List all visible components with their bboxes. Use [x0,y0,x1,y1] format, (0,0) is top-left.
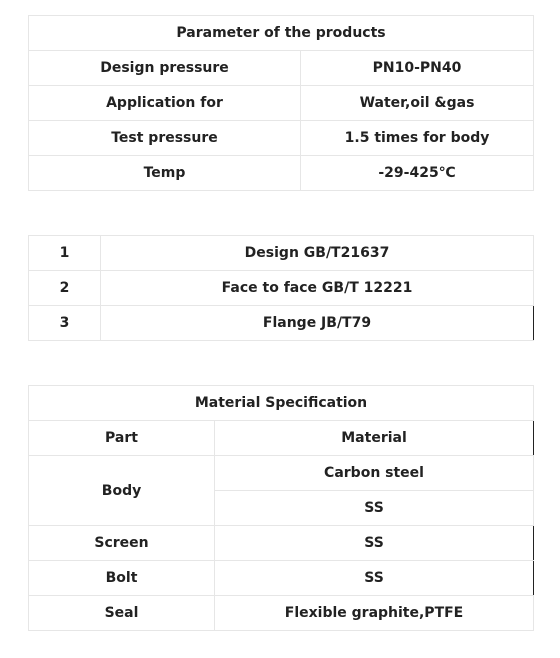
part-name: Bolt [29,561,215,596]
param-value: PN10-PN40 [301,51,534,86]
parameter-table [28,15,534,191]
material-header-material: Material [215,421,534,456]
part-name: Screen [29,526,215,561]
table-row [29,561,534,596]
table-row [29,386,534,421]
parameter-table-title: Parameter of the products [29,16,534,51]
param-value: Water,oil &gas [301,86,534,121]
param-label: Design pressure [29,51,301,86]
table-row [29,526,534,561]
param-label: Temp [29,156,301,191]
param-label: Test pressure [29,121,301,156]
param-value: -29-425℃ [301,156,534,191]
material-name: SS [215,491,534,526]
standard-text: Design GB/T21637 [101,236,534,271]
standard-text: Flange JB/T79 [101,306,534,341]
standard-number: 3 [29,306,101,341]
material-name: SS [215,526,534,561]
part-name: Seal [29,596,215,631]
table-row [29,306,534,341]
material-table-title: Material Specification [29,386,534,421]
table-row [29,121,534,156]
part-name: Body [29,456,215,526]
standards-table [28,235,534,341]
table-row [29,16,534,51]
table-row [29,271,534,306]
table-row [29,596,534,631]
param-label: Application for [29,86,301,121]
table-row [29,236,534,271]
table-row [29,456,534,491]
table-row [29,156,534,191]
table-row [29,421,534,456]
material-table [28,385,534,631]
material-header-part: Part [29,421,215,456]
standard-number: 2 [29,271,101,306]
param-value: 1.5 times for body [301,121,534,156]
table-row [29,86,534,121]
standard-text: Face to face GB/T 12221 [101,271,534,306]
material-name: Flexible graphite,PTFE [215,596,534,631]
material-name: Carbon steel [215,456,534,491]
standard-number: 1 [29,236,101,271]
material-name: SS [215,561,534,596]
table-row [29,51,534,86]
